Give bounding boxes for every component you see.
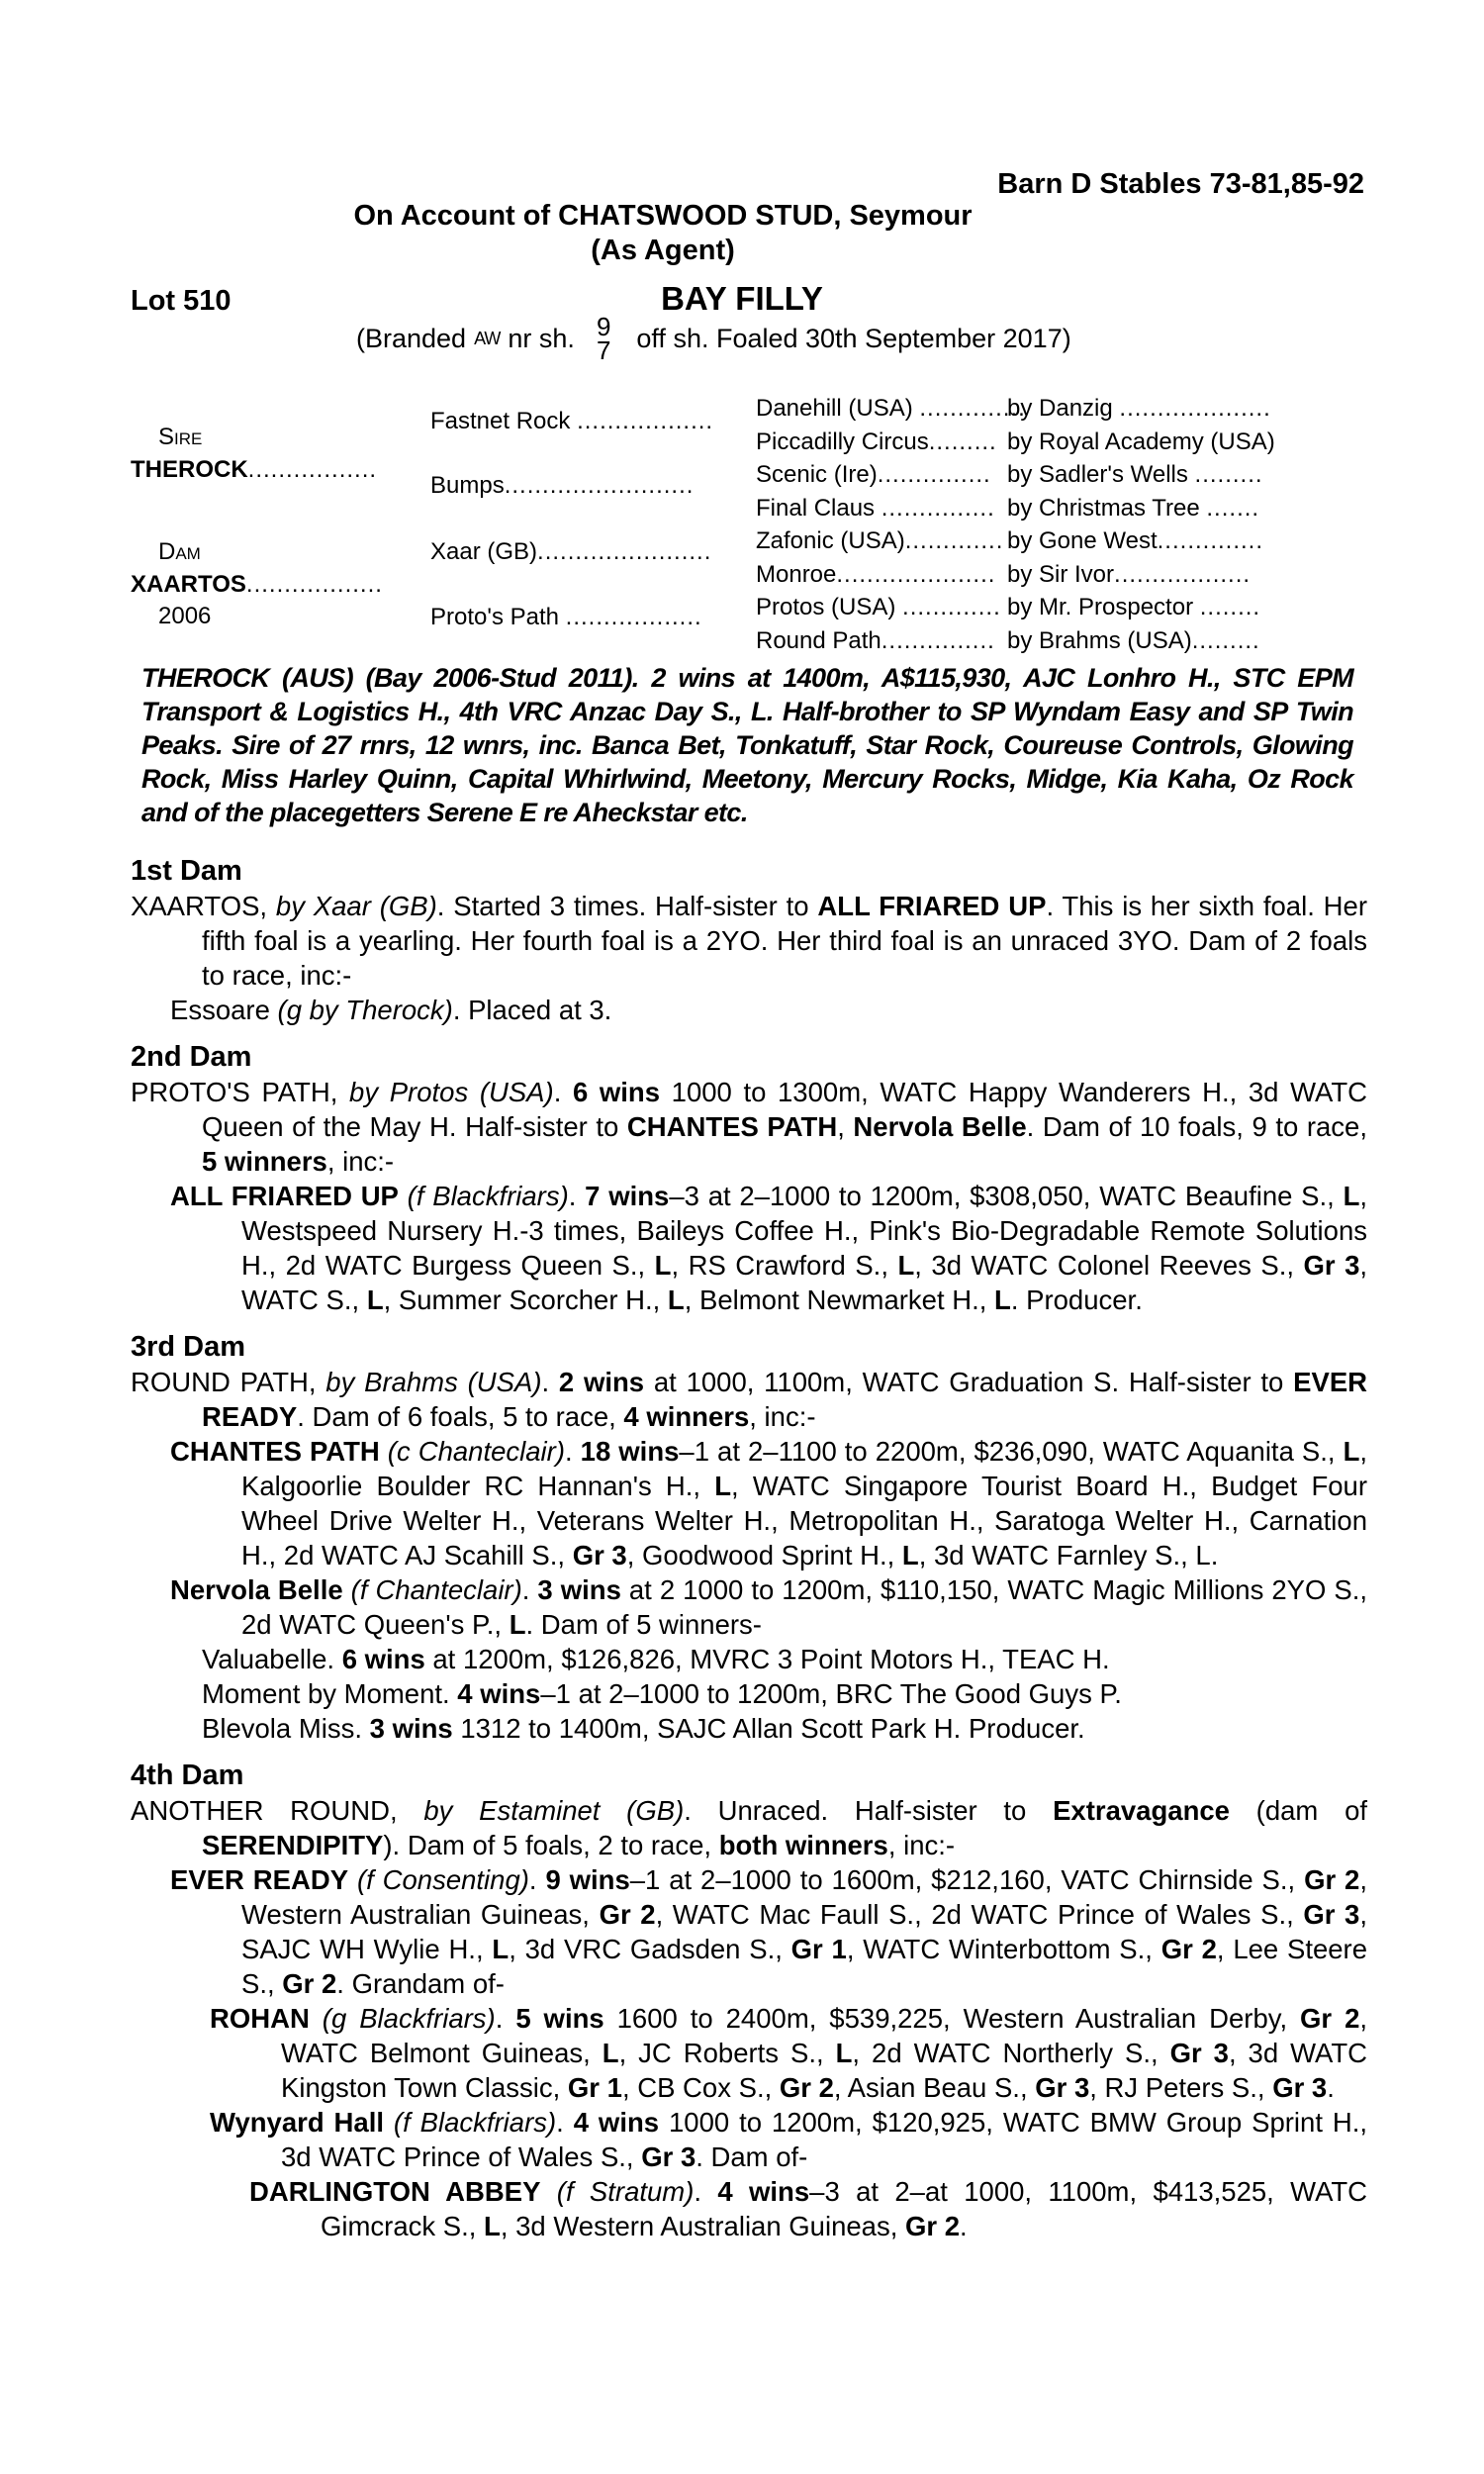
text-run: L bbox=[1195, 1540, 1211, 1570]
bold-text: 3 wins bbox=[369, 1713, 453, 1744]
text-run: –3 at 2–at 1000, 1100m, $413,525, WATC Gimcrack S., bbox=[321, 2176, 1368, 2241]
bold-text: 6 wins bbox=[341, 1644, 425, 1674]
text-run: . Placed at 3. bbox=[452, 995, 612, 1025]
bold-text: Gr 3 bbox=[1272, 2072, 1328, 2103]
text-run: . bbox=[521, 1574, 538, 1605]
bold-text: 4 winners bbox=[623, 1401, 750, 1432]
bold-text: Gr 2 bbox=[905, 2211, 961, 2241]
text-run: . bbox=[528, 1864, 546, 1895]
bold-text: L bbox=[654, 1250, 672, 1281]
brand-line bbox=[356, 312, 1071, 365]
text-run: –1 at 2–1000 to 1600m, $212,160, VATC Chirnside S., bbox=[629, 1864, 1305, 1895]
bold-text: Gr 3 bbox=[1303, 1899, 1360, 1930]
bold-text: ROHAN bbox=[210, 2003, 310, 2034]
text-run: 1600 to 2400m, $539,225, Western Australian Derby, bbox=[603, 2003, 1301, 2034]
horse-title: BAY FILLY bbox=[661, 280, 823, 317]
great-grand-progeny-entry bbox=[131, 2174, 1367, 2243]
text-run: , inc:- bbox=[887, 1830, 956, 1860]
sire-name: THEROCK bbox=[131, 456, 248, 483]
progeny-entry bbox=[131, 1179, 1367, 1317]
text-run: Essoare bbox=[170, 995, 278, 1025]
text-run: , 3d WATC Farnley S., bbox=[918, 1540, 1196, 1570]
bold-text: L bbox=[667, 1285, 685, 1315]
text-run: Blevola Miss. bbox=[202, 1713, 370, 1744]
italic-text: (g Blackfriars) bbox=[322, 2003, 496, 2034]
bold-text: 6 wins bbox=[572, 1077, 661, 1107]
pedigree-g2-5: Monroe..................... bbox=[756, 560, 996, 588]
sire-name-cell: THEROCK................. bbox=[131, 456, 378, 483]
bold-text: 9 wins bbox=[545, 1864, 630, 1895]
pedigree-g2-1: Piccadilly Circus......... bbox=[756, 428, 997, 455]
bold-text: Gr 3 bbox=[572, 1540, 627, 1570]
pedigree-g2-0: Danehill (USA) .............. bbox=[756, 395, 1026, 422]
bold-text: L bbox=[509, 1609, 526, 1640]
text-run: , 3d Western Australian Guineas, bbox=[500, 2211, 905, 2241]
section-3rd-dam bbox=[131, 1329, 1367, 1746]
italic-text: (f Blackfriars) bbox=[393, 2107, 557, 2138]
text-run: ). Dam of 5 foals, 2 to race, bbox=[383, 1830, 719, 1860]
text-run: , 2d WATC Northerly S., bbox=[852, 2038, 1170, 2068]
dam-label: Dam bbox=[158, 538, 201, 565]
pedigree-g3-column bbox=[1007, 392, 1275, 657]
text-run: . This is her sixth foal. Her fifth foal is a yearling. Her fourth foal is a 2YO. Her third foal is an unraced 3YO. Dam of 2 foals to race, inc:- bbox=[202, 891, 1367, 991]
lot-number: Lot 510 bbox=[131, 285, 232, 317]
italic-text: by Protos (USA) bbox=[349, 1077, 554, 1107]
text-run: , CB Cox S., bbox=[621, 2072, 780, 2103]
section-title: 3rd Dam bbox=[131, 1331, 246, 1363]
progeny-entry bbox=[131, 1434, 1367, 1572]
pedigree-g2-4: Zafonic (USA)............. bbox=[756, 527, 1004, 554]
text-run: , inc:- bbox=[326, 1146, 395, 1177]
bold-text: 5 wins bbox=[515, 2003, 604, 2034]
bold-text: 2 wins bbox=[558, 1367, 645, 1397]
pedigree-g1-2: Xaar (GB)....................... bbox=[430, 538, 712, 565]
text-run: . Dam of 5 winners- bbox=[525, 1609, 762, 1640]
text-run: . Dam of 6 foals, 5 to race, bbox=[297, 1401, 624, 1432]
text-run: (dam of bbox=[1229, 1795, 1368, 1826]
agent-line: (As Agent) bbox=[591, 235, 735, 266]
dam-name: XAARTOS bbox=[131, 571, 246, 598]
bold-text: L bbox=[1343, 1436, 1360, 1467]
italic-text: (f Consenting) bbox=[356, 1864, 529, 1895]
text-run: , bbox=[837, 1111, 854, 1142]
bold-text: both winners bbox=[718, 1830, 888, 1860]
text-run bbox=[343, 1574, 351, 1605]
text-run: , Lee Steere S., bbox=[241, 1934, 1368, 1999]
section-4th-dam bbox=[131, 1758, 1367, 2243]
bold-text: 3 wins bbox=[537, 1574, 621, 1605]
bold-text: DARLINGTON ABBEY bbox=[249, 2176, 541, 2207]
text-run bbox=[384, 2107, 394, 2138]
brand-fraction bbox=[596, 312, 611, 365]
text-run: . Started 3 times. Half-sister to bbox=[436, 891, 818, 921]
pedigree-g1-1: Bumps......................... bbox=[430, 472, 695, 499]
italic-text: by Estaminet (GB) bbox=[423, 1795, 685, 1826]
bold-text: Gr 1 bbox=[790, 1934, 847, 1964]
pedigree-g3-3: by Christmas Tree ....... bbox=[1007, 494, 1260, 522]
pedigree-g1-3: Proto's Path .................. bbox=[430, 604, 702, 630]
italic-text: by Xaar (GB) bbox=[275, 891, 437, 921]
text-run: , Asian Beau S., bbox=[833, 2072, 1036, 2103]
text-run: Moment by Moment. bbox=[202, 1678, 458, 1709]
text-run: . bbox=[694, 2176, 718, 2207]
text-run: . bbox=[1210, 1540, 1219, 1570]
bold-text: L bbox=[897, 1250, 915, 1281]
italic-text: (f Blackfriars) bbox=[407, 1181, 569, 1211]
bold-text: Gr 2 bbox=[1160, 1934, 1217, 1964]
bold-text: 4 wins bbox=[573, 2107, 660, 2138]
bold-text: Wynyard Hall bbox=[210, 2107, 384, 2138]
text-run: PROTO'S PATH, bbox=[131, 1077, 350, 1107]
text-run: . bbox=[495, 2003, 516, 2034]
bold-text: Extravagance bbox=[1053, 1795, 1230, 1826]
sire-label: Sire bbox=[158, 424, 203, 450]
brand-suffix: off sh. Foaled 30th September 2017) bbox=[636, 323, 1071, 353]
bold-text: 5 winners bbox=[202, 1146, 327, 1177]
pedigree-g2-2: Scenic (Ire)............... bbox=[756, 461, 991, 488]
bold-text: L bbox=[1343, 1181, 1360, 1211]
vendor-line: On Account of CHATSWOOD STUD, Seymour bbox=[353, 200, 973, 232]
bold-text: Gr 2 bbox=[1300, 2003, 1360, 2034]
bold-text: Gr 3 bbox=[1303, 1250, 1360, 1281]
pedigree-g3-0: by Danzig .................... bbox=[1007, 395, 1271, 422]
pedigree-g2-7: Round Path............... bbox=[756, 626, 995, 654]
text-run: . bbox=[541, 1367, 559, 1397]
bold-text: Gr 3 bbox=[641, 2141, 696, 2172]
text-run: . Grandam of- bbox=[336, 1968, 505, 1999]
bold-text: Gr 2 bbox=[599, 1899, 656, 1930]
text-run: . Dam of 10 foals, 9 to race, bbox=[1026, 1111, 1367, 1142]
dam-name-cell: XAARTOS.................. bbox=[131, 571, 383, 598]
text-run: . Producer. bbox=[1010, 1285, 1143, 1315]
pedigree-g3-4: by Gone West.............. bbox=[1007, 527, 1263, 554]
text-run bbox=[380, 1436, 388, 1467]
bold-text: Gr 3 bbox=[1035, 2072, 1090, 2103]
fraction-bottom: 7 bbox=[596, 335, 611, 365]
italic-text: (f Chanteclair) bbox=[350, 1574, 522, 1605]
bold-text: L bbox=[492, 1934, 510, 1964]
text-run: 1000 to 1300m, WATC Happy Wanderers H., 3d WATC Queen of the May H. Half-sister to bbox=[202, 1077, 1367, 1142]
text-run: . bbox=[553, 1077, 573, 1107]
bold-text: ALL FRIARED UP bbox=[170, 1181, 399, 1211]
fraction-top: 9 bbox=[596, 312, 611, 341]
pedigree-g3-2: by Sadler's Wells ......... bbox=[1007, 461, 1263, 488]
bold-text: Gr 1 bbox=[567, 2072, 622, 2103]
bold-text: L bbox=[901, 1540, 919, 1570]
bold-text: L bbox=[484, 2211, 501, 2241]
text-run: , Westspeed Nursery H.-3 times, Baileys Coffee H., Pink's Bio-Degradable Remote Solutions H., 2d WATC Burgess Queen S., bbox=[241, 1181, 1368, 1281]
bold-text: Gr 2 bbox=[282, 1968, 337, 1999]
section-1st-dam bbox=[131, 853, 1367, 1027]
grand-progeny-entry bbox=[131, 1711, 1367, 1746]
text-run: Valuabelle. bbox=[202, 1644, 342, 1674]
pedigree-g3-5: by Sir Ivor.................. bbox=[1007, 560, 1252, 588]
bold-text: EVER READY bbox=[170, 1864, 349, 1895]
bold-text: SERENDIPITY bbox=[202, 1830, 384, 1860]
text-run: , WATC Belmont Guineas, bbox=[281, 2003, 1368, 2068]
text-run: . bbox=[568, 1181, 586, 1211]
section-title: 2nd Dam bbox=[131, 1041, 252, 1073]
bold-text: 7 wins bbox=[585, 1181, 670, 1211]
text-run: –1 at 2–1000 to 1200m, BRC The Good Guys P. bbox=[540, 1678, 1122, 1709]
text-run: . bbox=[564, 1436, 581, 1467]
brand-mark: AW bbox=[474, 328, 501, 348]
dam-entry bbox=[131, 889, 1367, 993]
text-run: . bbox=[556, 2107, 574, 2138]
section-title: 1st Dam bbox=[131, 855, 242, 887]
text-run: , RS Crawford S., bbox=[671, 1250, 898, 1281]
text-run: , RJ Peters S., bbox=[1089, 2072, 1273, 2103]
text-run bbox=[399, 1181, 408, 1211]
stables-location: Barn D Stables 73-81,85-92 bbox=[997, 168, 1364, 200]
pedigree-g2-3: Final Claus ............... bbox=[756, 494, 995, 522]
text-run: , WATC Winterbottom S., bbox=[846, 1934, 1161, 1964]
pedigree-g3-1: by Royal Academy (USA) bbox=[1007, 428, 1275, 455]
text-run: . Unraced. Half-sister to bbox=[684, 1795, 1054, 1826]
pedigree-g3-7: by Brahms (USA)......... bbox=[1007, 626, 1260, 654]
section-title: 4th Dam bbox=[131, 1760, 244, 1791]
text-run: . bbox=[960, 2211, 968, 2241]
text-run bbox=[540, 2176, 556, 2207]
progeny-entry bbox=[131, 1572, 1367, 1642]
text-run: , Summer Scorcher H., bbox=[383, 1285, 668, 1315]
pedigree-g1-0: Fastnet Rock .................. bbox=[430, 408, 714, 434]
text-run: , Goodwood Sprint H., bbox=[626, 1540, 902, 1570]
bold-text: Nervola Belle bbox=[170, 1574, 343, 1605]
text-run: . Dam of- bbox=[696, 2141, 808, 2172]
bold-text: CHANTES PATH bbox=[170, 1436, 380, 1467]
bold-text: Gr 3 bbox=[1169, 2038, 1229, 2068]
pedigree-g3-6: by Mr. Prospector ........ bbox=[1007, 594, 1261, 620]
text-run: , Belmont Newmarket H., bbox=[684, 1285, 995, 1315]
text-run: , WATC Mac Faull S., 2d WATC Prince of Wales S., bbox=[655, 1899, 1304, 1930]
text-run: , Kalgoorlie Boulder RC Hannan's H., bbox=[241, 1436, 1368, 1501]
text-run bbox=[348, 1864, 357, 1895]
produce-record bbox=[131, 853, 1367, 2243]
dam-entry bbox=[131, 1793, 1367, 1862]
brand-prefix: (Branded bbox=[356, 323, 467, 353]
bold-text: EVER READY bbox=[202, 1367, 1368, 1432]
text-run: 1312 to 1400m, SAJC Allan Scott Park H. Producer. bbox=[452, 1713, 1085, 1744]
italic-text: (c Chanteclair) bbox=[387, 1436, 565, 1467]
pedigree-g2-column bbox=[756, 392, 1026, 657]
text-run: , inc:- bbox=[749, 1401, 816, 1432]
bold-text: L bbox=[366, 1285, 384, 1315]
text-run: –3 at 2–1000 to 1200m, $308,050, WATC Beaufine S., bbox=[669, 1181, 1344, 1211]
grand-progeny-entry bbox=[131, 2105, 1367, 2174]
brand-mid: nr sh. bbox=[508, 323, 575, 353]
text-run: at 1000, 1100m, WATC Graduation S. Half-sister to bbox=[644, 1367, 1294, 1397]
grand-progeny-entry bbox=[131, 2001, 1367, 2105]
bold-text: 18 wins bbox=[580, 1436, 680, 1467]
text-run: ANOTHER ROUND, bbox=[131, 1795, 424, 1826]
bold-text: Gr 2 bbox=[779, 2072, 834, 2103]
italic-text: (f Stratum) bbox=[556, 2176, 695, 2207]
text-run: –1 at 2–1100 to 2200m, $236,090, WATC Aquanita S., bbox=[679, 1436, 1344, 1467]
italic-text: (g by Therock) bbox=[277, 995, 453, 1025]
text-run: , 3d VRC Gadsden S., bbox=[509, 1934, 791, 1964]
grand-progeny-entry bbox=[131, 1642, 1367, 1676]
dam-entry bbox=[131, 1075, 1367, 1179]
text-run: , SAJC WH Wylie H., bbox=[241, 1899, 1367, 1964]
bold-text: 4 wins bbox=[457, 1678, 541, 1709]
pedigree-g2-6: Protos (USA) ............. bbox=[756, 594, 1001, 620]
text-run: , 3d WATC Colonel Reeves S., bbox=[914, 1250, 1304, 1281]
progeny-entry bbox=[131, 993, 1367, 1027]
progeny-entry bbox=[131, 1862, 1367, 2001]
text-run: . bbox=[1327, 2072, 1335, 2103]
bold-text: Gr 2 bbox=[1304, 1864, 1360, 1895]
sire-summary: THEROCK (AUS) (Bay 2006-Stud 2011). 2 wins at 1400m, A$115,930, AJC Lonhro H., STC EPM Transport & Logistics H., 4th VRC Anzac Day S., L. Half-brother to SP Wyndam Easy and SP Twin Peaks. Sire of 27 rnrs, 12 wnrs, inc. Banca Bet, Tonkatuff, Star Rock, Coureuse Controls, Glowing Rock, Miss Harley Quinn, Capital Whirlwind, Meetony, Mercury Rocks, Midge, Kia Kaha, Oz Rock and of the placegetters Serene E re Aheckstar etc. bbox=[141, 663, 1353, 827]
grand-progeny-entry bbox=[131, 1676, 1367, 1711]
text-run: , JC Roberts S., bbox=[618, 2038, 836, 2068]
bold-text: L bbox=[835, 2038, 853, 2068]
dam-entry bbox=[131, 1365, 1367, 1434]
bold-text: CHANTES PATH bbox=[626, 1111, 838, 1142]
text-run: ROUND PATH, bbox=[131, 1367, 326, 1397]
text-run: at 2 1000 to 1200m, $110,150, WATC Magic Millions 2YO S., 2d WATC Queen's P., bbox=[241, 1574, 1368, 1640]
section-2nd-dam bbox=[131, 1039, 1367, 1317]
text-run: XAARTOS, bbox=[131, 891, 276, 921]
bold-text: L bbox=[714, 1471, 732, 1501]
bold-text: ALL FRIARED UP bbox=[817, 891, 1047, 921]
bold-text: L bbox=[994, 1285, 1011, 1315]
text-run bbox=[310, 2003, 323, 2034]
italic-text: by Brahms (USA) bbox=[325, 1367, 542, 1397]
text-run: , Western Australian Guineas, bbox=[241, 1864, 1367, 1930]
bold-text: Nervola Belle bbox=[853, 1111, 1027, 1142]
text-run: , 3d WATC Kingston Town Classic, bbox=[281, 2038, 1367, 2103]
bold-text: L bbox=[602, 2038, 619, 2068]
dam-year: 2006 bbox=[158, 603, 212, 629]
text-run: , WATC Singapore Tourist Board H., Budget Four Wheel Drive Welter H., Veterans Welter H., Metropolitan H., Saratoga Welter H., Carnation H., 2d WATC AJ Scahill S., bbox=[241, 1471, 1368, 1570]
text-run: 1000 to 1200m, $120,925, WATC BMW Group Sprint H., 3d WATC Prince of Wales S., bbox=[281, 2107, 1368, 2172]
text-run: at 1200m, $126,826, MVRC 3 Point Motors H., TEAC H. bbox=[424, 1644, 1110, 1674]
text-run: , WATC S., bbox=[241, 1250, 1368, 1315]
bold-text: 4 wins bbox=[717, 2176, 810, 2207]
